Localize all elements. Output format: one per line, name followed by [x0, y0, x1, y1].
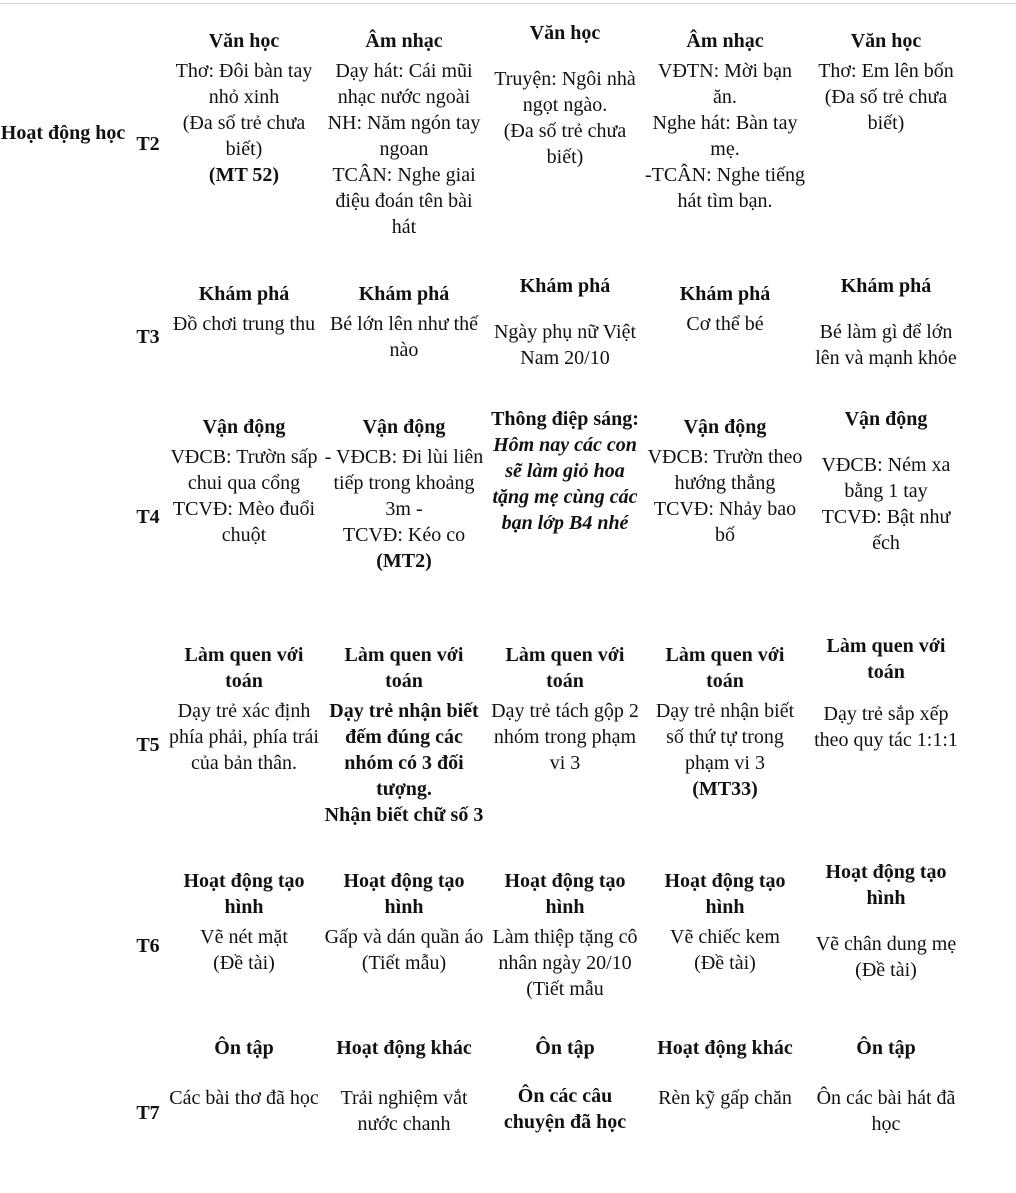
- lesson-line: Ngày phụ nữ Việt Nam 20/10: [493, 321, 637, 369]
- lesson-line: (Tiết mẫu: [526, 978, 604, 1000]
- lesson-line: Gấp và dán quần áo: [324, 926, 484, 948]
- lesson-line: (Đa số trẻ chưa biết): [503, 120, 627, 168]
- lesson-line: Nghe hát: Bàn tay mẹ.: [652, 112, 798, 160]
- subject-heading: Âm nhạc: [365, 30, 443, 52]
- subject-heading: Hoạt động tạo hình: [183, 870, 305, 918]
- day-label-t5: T5: [136, 734, 160, 756]
- goal-code: (MT 52): [208, 164, 280, 186]
- subject-heading: Hoạt động tạo hình: [664, 870, 786, 918]
- lesson-line: Dạy hát: Cái mũi nhạc nước ngoài: [335, 60, 473, 108]
- t7-cell-1: [164, 1035, 324, 1111]
- lesson-line: Dạy trẻ xác định phía phải, phía trái của bản thân.: [169, 700, 319, 774]
- lesson-line: VĐCB: Trườn sấp chui qua cổng: [170, 446, 318, 494]
- t2-cell-3: [485, 20, 645, 170]
- t3-cell-1: [164, 281, 324, 337]
- t7-cell-2: [324, 1035, 484, 1137]
- lesson-line: Bé lớn lên như thế nào: [329, 313, 479, 361]
- day-label-t3: T3: [136, 326, 160, 348]
- lesson-line: TCÂN: Nghe giai điệu đoán tên bài hát: [332, 164, 476, 238]
- subject-heading: Văn học: [850, 30, 922, 52]
- lesson-line: TCVĐ: Bật như ếch: [821, 506, 951, 554]
- subject-heading: Làm quen với toán: [665, 644, 785, 692]
- t6-cell-5: [806, 859, 966, 983]
- goal-code: (MT2): [376, 550, 432, 572]
- lesson-line: Thơ: Em lên bốn: [818, 60, 954, 82]
- t4-cell-4: [645, 414, 805, 548]
- lesson-line: Ôn các bài hát đã học: [816, 1087, 956, 1135]
- subject-heading: Vận động: [844, 408, 928, 430]
- subject-heading: Vận động: [202, 416, 286, 438]
- lesson-line: Làm thiệp tặng cô nhân ngày 20/10: [492, 926, 638, 974]
- lesson-line: VĐTN: Mời bạn ăn.: [658, 60, 792, 108]
- lesson-line: Đồ chơi trung thu: [172, 313, 316, 335]
- subject-heading: Hoạt động tạo hình: [504, 870, 626, 918]
- lesson-line: Nhận biết chữ số 3: [324, 804, 484, 826]
- t4-cell-2: [324, 414, 484, 574]
- t2-cell-4: [645, 28, 805, 214]
- t5-cell-3: [485, 642, 645, 776]
- lesson-line: Cơ thể bé: [686, 313, 764, 335]
- lesson-line: (Tiết mẫu): [361, 952, 447, 974]
- top-divider: [0, 3, 1016, 4]
- lesson-line: Vẽ nét mặt: [200, 926, 288, 948]
- t3-cell-2: [324, 281, 484, 363]
- lesson-line: VĐCB: Ném xa bằng 1 tay: [821, 454, 951, 502]
- lesson-line: Vẽ chân dung mẹ: [815, 933, 957, 955]
- subject-heading: Hoạt động tạo hình: [825, 861, 947, 909]
- subject-heading: Ôn tập: [214, 1037, 274, 1059]
- lesson-line: (Đa số trẻ chưa biết): [824, 86, 948, 134]
- subject-heading: Khám phá: [358, 283, 450, 305]
- t3-cell-5: [806, 273, 966, 371]
- day-label-t6: T6: [136, 935, 160, 957]
- lesson-line: TCVĐ: Mèo đuổi chuột: [172, 498, 316, 546]
- subject-heading: Vận động: [362, 416, 446, 438]
- category-label: Hoạt động học: [0, 122, 126, 144]
- lesson-line: Thơ: Đôi bàn tay nhỏ xinh: [175, 60, 313, 108]
- t4-cell-5: [806, 406, 966, 556]
- day-label-t7: T7: [136, 1102, 160, 1124]
- lesson-line: -TCÂN: Nghe tiếng hát tìm bạn.: [645, 164, 805, 212]
- lesson-line: Vẽ chiếc kem: [670, 926, 780, 948]
- lesson-line: (Đề tài): [855, 959, 917, 981]
- t7-cell-4: [645, 1035, 805, 1111]
- lesson-line: Bé làm gì để lớn lên và mạnh khỏe: [815, 321, 957, 369]
- t5-cell-2: [324, 642, 484, 828]
- lesson-line: Rèn kỹ gấp chăn: [658, 1087, 792, 1109]
- lesson-line: (Đa số trẻ chưa biết): [182, 112, 306, 160]
- lesson-line: NH: Năm ngón tay ngoan: [327, 112, 481, 160]
- t6-cell-1: [164, 868, 324, 976]
- subject-heading: Làm quen với toán: [344, 644, 464, 692]
- lesson-line: Trải nghiệm vắt nước chanh: [340, 1087, 468, 1135]
- lesson-line: Dạy trẻ sắp xếp theo quy tác 1:1:1: [814, 703, 958, 751]
- lesson-line: Truyện: Ngôi nhà ngọt ngào.: [494, 68, 636, 116]
- subject-heading: Làm quen với toán: [184, 644, 304, 692]
- lesson-line: Các bài thơ đã học: [169, 1087, 319, 1109]
- message-heading: Thông điệp sáng:: [491, 408, 639, 430]
- t6-cell-2: [324, 868, 484, 976]
- t5-cell-5: [806, 633, 966, 753]
- t2-cell-5: [806, 28, 966, 136]
- lesson-line: (Đề tài): [694, 952, 756, 974]
- lesson-line: Dạy trẻ nhận biết đếm đúng các nhóm có 3 đối tượng.: [329, 700, 479, 800]
- t7-cell-3: [485, 1035, 645, 1135]
- t5-cell-4: [645, 642, 805, 802]
- subject-heading: Hoạt động khác: [657, 1037, 793, 1059]
- lesson-line: Dạy trẻ nhận biết số thứ tự trong phạm vi 3: [655, 700, 795, 774]
- t7-cell-5: [806, 1035, 966, 1137]
- subject-heading: Làm quen với toán: [826, 635, 946, 683]
- t6-cell-4: [645, 868, 805, 976]
- lesson-line: Ôn các câu chuyện đã học: [503, 1085, 627, 1133]
- subject-heading: Khám phá: [519, 275, 611, 297]
- day-label-t4: T4: [136, 506, 160, 528]
- subject-heading: Ôn tập: [856, 1037, 916, 1059]
- lesson-line: TCVĐ: Nhảy bao bố: [653, 498, 797, 546]
- t5-cell-1: [164, 642, 324, 776]
- lesson-line: TCVĐ: Kéo co: [342, 524, 466, 546]
- subject-heading: Khám phá: [198, 283, 290, 305]
- subject-heading: Hoạt động tạo hình: [343, 870, 465, 918]
- subject-heading: Văn học: [529, 22, 601, 44]
- subject-heading: Âm nhạc: [686, 30, 764, 52]
- day-label-t2: T2: [136, 133, 160, 155]
- lesson-line: VĐCB: Trườn theo hướng thẳng: [647, 446, 803, 494]
- t6-cell-3: [485, 868, 645, 1002]
- lesson-line: - VĐCB: Đi lùi liên tiếp trong khoảng 3m -: [324, 446, 484, 520]
- subject-heading: Vận động: [683, 416, 767, 438]
- subject-heading: Khám phá: [679, 283, 771, 305]
- subject-heading: Làm quen với toán: [505, 644, 625, 692]
- subject-heading: Khám phá: [840, 275, 932, 297]
- lesson-line: Dạy trẻ tách gộp 2 nhóm trong phạm vi 3: [491, 700, 639, 774]
- t2-cell-1: [164, 28, 324, 188]
- t4-cell-1: [164, 414, 324, 548]
- t4-cell-3: [485, 406, 645, 536]
- goal-code: (MT33): [692, 778, 758, 800]
- morning-message: Hôm nay các con sẽ làm giỏ hoa tặng mẹ cùng các bạn lớp B4 nhé: [492, 434, 638, 534]
- t3-cell-4: [645, 281, 805, 337]
- subject-heading: Hoạt động khác: [336, 1037, 472, 1059]
- lesson-line: (Đề tài): [213, 952, 275, 974]
- subject-heading: Ôn tập: [535, 1037, 595, 1059]
- t3-cell-3: [485, 273, 645, 371]
- subject-heading: Văn học: [208, 30, 280, 52]
- t2-cell-2: [324, 28, 484, 240]
